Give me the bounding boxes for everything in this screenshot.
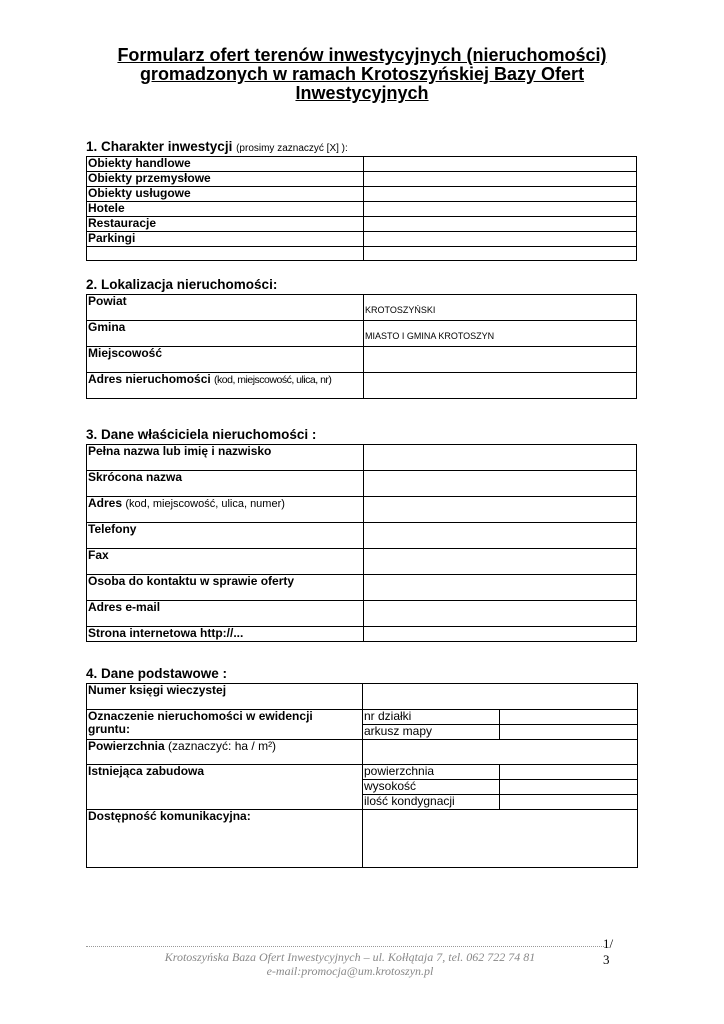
owner-field[interactable]	[364, 445, 637, 471]
owner-label: Adres e-mail	[87, 601, 364, 627]
building-height-label: wysokość	[363, 780, 500, 795]
owner-address-label: Adres	[88, 496, 123, 510]
owner-label: Fax	[87, 549, 364, 575]
location-value[interactable]: MIASTO I GMINA KROTOSZYN	[364, 321, 637, 347]
owner-field[interactable]	[364, 601, 637, 627]
cadastral-label	[87, 710, 363, 740]
page-number-line-1: 1/	[603, 936, 614, 951]
footer-address: Krotoszyńska Baza Ofert Inwestycyjnych – ul. Kołłątaja 7, tel. 062 722 74 81	[164, 950, 536, 964]
owner-field[interactable]	[364, 523, 637, 549]
section-4-table	[86, 683, 638, 868]
location-label	[87, 373, 364, 399]
investment-type-label: Obiekty usługowe	[87, 187, 364, 202]
investment-type-field[interactable]	[364, 172, 637, 187]
owner-field[interactable]	[364, 627, 637, 642]
map-sheet-field[interactable]	[500, 725, 638, 740]
footer-divider	[86, 946, 604, 947]
section-2-heading: 2. Lokalizacja nieruchomości:	[86, 277, 278, 292]
building-floors-field[interactable]	[500, 795, 638, 810]
owner-label: Skrócona nazwa	[87, 471, 364, 497]
owner-field[interactable]	[364, 575, 637, 601]
owner-address-note: (kod, miejscowość, ulica, numer)	[125, 498, 285, 510]
land-register-field[interactable]	[363, 684, 638, 710]
footer-email: e-mail:promocja@um.krotoszyn.pl	[266, 964, 434, 978]
page-number	[603, 936, 613, 968]
plot-number-field[interactable]	[500, 710, 638, 725]
document-title	[90, 46, 634, 103]
building-area-label: powierzchnia	[363, 765, 500, 780]
section-1-table	[86, 156, 637, 261]
investment-type-field[interactable]	[364, 202, 637, 217]
address-note: (kod, miejscowość, ulica, nr)	[214, 374, 332, 386]
investment-type-label: Hotele	[87, 202, 364, 217]
building-area-field[interactable]	[500, 765, 638, 780]
location-value[interactable]	[364, 347, 637, 373]
owner-label: Osoba do kontaktu w sprawie oferty	[87, 575, 364, 601]
section-2-table	[86, 294, 637, 399]
investment-type-field[interactable]	[364, 217, 637, 232]
existing-buildings-label: Istniejąca zabudowa	[87, 765, 363, 810]
investment-type-field[interactable]	[364, 232, 637, 247]
investment-type-label	[87, 247, 364, 261]
section-3-table	[86, 444, 637, 642]
investment-type-label: Obiekty przemysłowe	[87, 172, 364, 187]
title-line-1: Formularz ofert terenów inwestycyjnych (nieruchomości)	[117, 45, 607, 65]
location-value[interactable]: KROTOSZYŃSKI	[364, 295, 637, 321]
investment-type-field[interactable]	[364, 187, 637, 202]
section-1-heading	[86, 139, 348, 154]
investment-type-label: Restauracje	[87, 217, 364, 232]
map-sheet-label: arkusz mapy	[363, 725, 500, 740]
investment-type-field[interactable]	[364, 247, 637, 261]
investment-type-field[interactable]	[364, 157, 637, 172]
area-field[interactable]	[363, 740, 638, 765]
owner-field[interactable]	[364, 549, 637, 575]
page-number-line-2: 3	[603, 952, 610, 967]
investment-type-label: Obiekty handlowe	[87, 157, 364, 172]
owner-label: Strona internetowa http://...	[87, 627, 364, 642]
building-height-field[interactable]	[500, 780, 638, 795]
transport-access-label: Dostępność komunikacyjna:	[87, 810, 363, 868]
owner-label: Telefony	[87, 523, 364, 549]
footer	[100, 950, 600, 978]
section-1-note: (prosimy zaznaczyć [X] ):	[236, 143, 348, 154]
location-label: Powiat	[87, 295, 364, 321]
cadastral-label-line-2: gruntu:	[88, 722, 130, 736]
building-floors-label: ilość kondygnacji	[363, 795, 500, 810]
location-value[interactable]	[364, 373, 637, 399]
section-1-title: 1. Charakter inwestycji	[86, 139, 233, 154]
location-label: Gmina	[87, 321, 364, 347]
title-line-3: Inwestycyjnych	[295, 83, 429, 103]
title-line-2: gromadzonych w ramach Krotoszyńskiej Bazy Ofert	[139, 64, 585, 84]
section-4-heading: 4. Dane podstawowe :	[86, 666, 228, 681]
area-label-text: Powierzchnia	[88, 739, 165, 753]
area-label	[87, 740, 363, 765]
cadastral-label-line-1: Oznaczenie nieruchomości w ewidencji	[88, 709, 313, 723]
land-register-label: Numer księgi wieczystej	[87, 684, 363, 710]
location-label: Miejscowość	[87, 347, 364, 373]
transport-access-field[interactable]	[363, 810, 638, 868]
owner-field[interactable]	[364, 497, 637, 523]
section-3-heading: 3. Dane właściciela nieruchomości :	[86, 427, 317, 442]
owner-label: Pełna nazwa lub imię i nazwisko	[87, 445, 364, 471]
owner-label	[87, 497, 364, 523]
owner-field[interactable]	[364, 471, 637, 497]
plot-number-label: nr działki	[363, 710, 500, 725]
investment-type-label: Parkingi	[87, 232, 364, 247]
address-label: Adres nieruchomości	[88, 372, 211, 386]
area-note: (zaznaczyć: ha / m²)	[168, 739, 277, 753]
